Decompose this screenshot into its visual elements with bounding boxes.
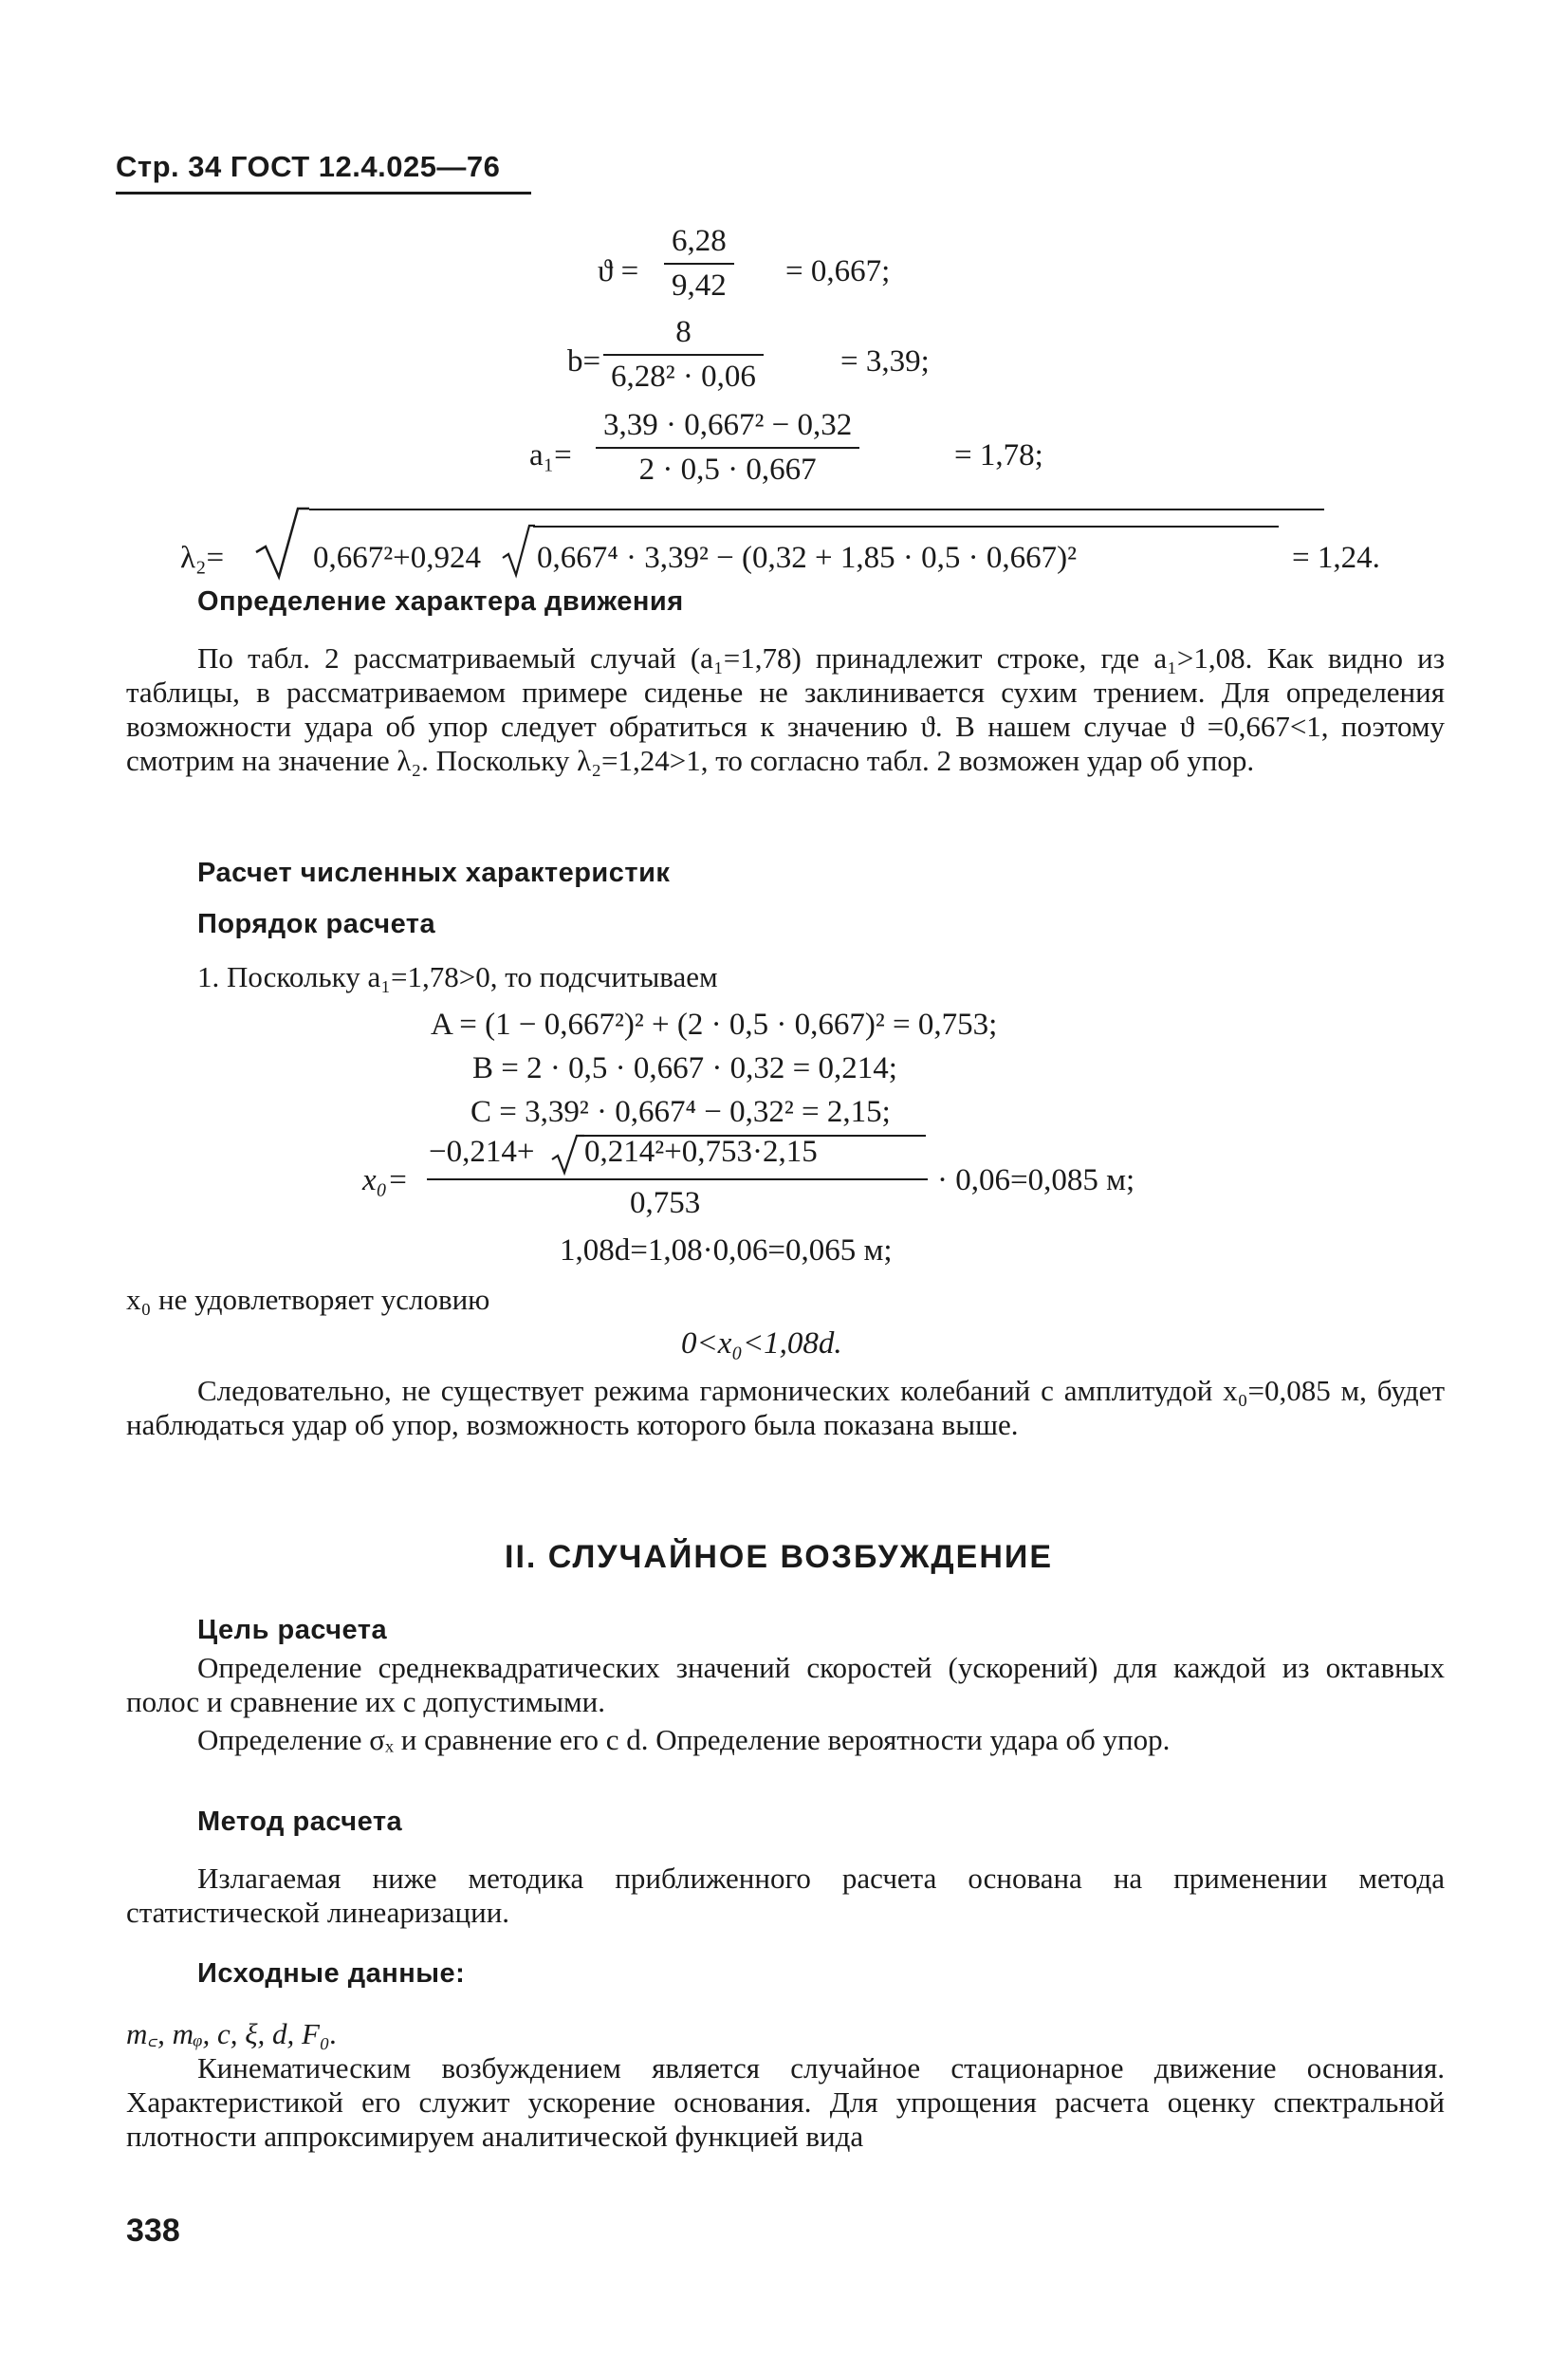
- lambda-inner2: 0,667⁴ · 3,39² − (0,32 + 1,85 · 0,5 · 0,667)²: [537, 541, 1077, 575]
- heading-calculation-order: Порядок расчета: [197, 909, 436, 939]
- equation-d: 1,08d=1,08·0,06=0,065 м;: [560, 1233, 893, 1268]
- b-numerator: 8: [675, 315, 692, 349]
- step-1-text: 1. Поскольку a₁=1,78>0, то подсчитываем: [197, 960, 718, 993]
- lambda-rhs: = 1,24.: [1292, 541, 1380, 575]
- heading-method: Метод расчета: [197, 1806, 403, 1837]
- section-title-random-excitation: II. СЛУЧАЙНОЕ ВОЗБУЖДЕНИЕ: [505, 1539, 1053, 1575]
- a1-rhs: = 1,78;: [954, 438, 1043, 472]
- paragraph-motion-type: [126, 641, 1445, 778]
- paragraph-text: По табл. 2 рассматриваемый случай (a₁=1,78) принадлежит строке, где a₁>1,08. Как видно из таблицы, в рассматриваемом примере сиденье не заклинивается сухим трением. Для определения возможности удара об упор следует обратиться к значению ϑ. В нашем случае ϑ =0,667<1, поэтому смотрим на значение λ₂. Поскольку λ₂=1,24>1, то согласно табл. 2 возможен удар об упор.: [126, 641, 1445, 777]
- paragraph-goal-1: [126, 1651, 1445, 1719]
- page-header: Стр. 34 ГОСТ 12.4.025—76: [116, 150, 501, 183]
- x0-numerator-a: −0,214+: [429, 1135, 535, 1169]
- fraction-bar: [596, 447, 859, 449]
- x0-rhs: · 0,06=0,085 м;: [937, 1163, 1135, 1197]
- theta-denominator: 9,42: [672, 269, 727, 303]
- theta-fraction: [664, 224, 734, 304]
- inner-sqrt-bar: [533, 526, 1279, 528]
- header-rule: [116, 192, 531, 195]
- lambda-inner1: 0,667²+0,924: [313, 541, 482, 575]
- x0-sqrt-sign: [550, 1133, 584, 1176]
- paragraph-text: Определение σₓ и сравнение его с d. Определение вероятности удара об упор.: [197, 1723, 1171, 1756]
- b-fraction: [603, 315, 764, 395]
- equation-b: B = 2 · 0,5 · 0,667 · 0,32 = 0,214;: [472, 1051, 897, 1085]
- x0-lhs: x₀=: [362, 1163, 409, 1197]
- fraction-bar: [664, 263, 734, 265]
- theta-lhs: ϑ =: [598, 254, 639, 288]
- paragraph-method: [126, 1862, 1445, 1930]
- fraction-bar: [603, 354, 764, 356]
- b-denominator: 6,28² · 0,06: [611, 360, 756, 394]
- x0-numerator-b: 0,214²+0,753·2,15: [584, 1135, 818, 1169]
- input-data-list: m꜀, mᵩ, c, ξ, d, F₀.: [126, 2017, 338, 2050]
- heading-numerical-characteristics: Расчет численных характеристик: [197, 858, 671, 888]
- equation-c: C = 3,39² · 0,667⁴ − 0,32² = 2,15;: [470, 1095, 891, 1129]
- condition-equation: 0<x₀<1,08d.: [681, 1326, 842, 1361]
- lambda-lhs: λ₂=: [180, 541, 225, 575]
- a1-lhs: a₁=: [529, 438, 572, 472]
- heading-motion-type: Определение характера движения: [197, 586, 684, 617]
- paragraph-input-data: [126, 2051, 1445, 2154]
- outer-sqrt-sign: [254, 505, 311, 581]
- page-number: 338: [126, 2213, 180, 2249]
- b-rhs: = 3,39;: [840, 344, 930, 379]
- x0-fraction-bar: [427, 1178, 928, 1180]
- paragraph-text: Определение среднеквадратических значений скоростей (ускорений) для каждой из октавных полос и сравнение их с допустимыми.: [126, 1651, 1445, 1718]
- paragraph-conclusion: [126, 1374, 1445, 1442]
- paragraph-text: Кинематическим возбуждением является случайное стационарное движение основания. Характеристикой его служит ускорение основания. Для упрощения расчета оценку спектральной плотности аппроксимируем аналитической функцией вида: [126, 2051, 1445, 2153]
- paragraph-text: Следовательно, не существует режима гармонических колебаний с амплитудой x₀=0,085 м, будет наблюдаться удар об упор, возможность которого была показана выше.: [126, 1374, 1445, 1441]
- heading-goal: Цель расчета: [197, 1615, 388, 1645]
- theta-rhs: = 0,667;: [785, 254, 891, 288]
- condition-text: x₀ не удовлетворяет условию: [126, 1283, 490, 1316]
- paragraph-goal-2: [126, 1723, 1445, 1757]
- outer-sqrt-bar: [309, 509, 1324, 510]
- a1-fraction: [596, 408, 859, 488]
- equation-a: A = (1 − 0,667²)² + (2 · 0,5 · 0,667)² = 0,753;: [431, 1008, 998, 1042]
- heading-input-data: Исходные данные:: [197, 1958, 466, 1989]
- x0-denominator: 0,753: [630, 1186, 701, 1220]
- theta-numerator: 6,28: [672, 224, 727, 258]
- a1-denominator: 2 · 0,5 · 0,667: [638, 453, 817, 487]
- inner-sqrt-sign: [501, 522, 535, 579]
- paragraph-text: Излагаемая ниже методика приближенного расчета основана на применении метода статистической линеаризации.: [126, 1862, 1445, 1929]
- b-lhs: b=: [567, 344, 601, 379]
- a1-numerator: 3,39 · 0,667² − 0,32: [603, 408, 853, 442]
